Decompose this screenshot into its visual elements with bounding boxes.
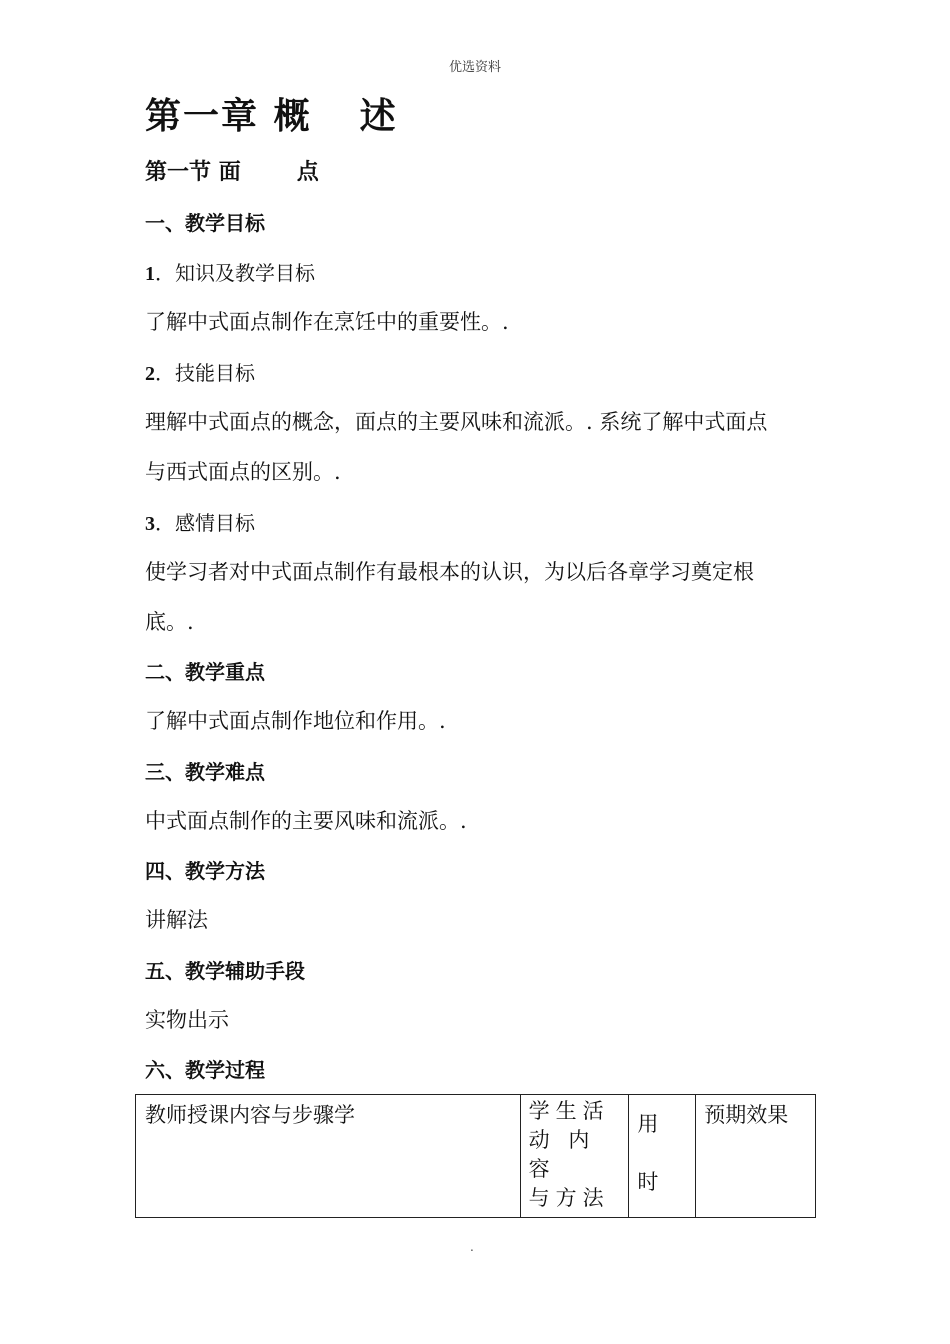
cell-line: 动 内容 [528,1128,596,1181]
cell-teacher-content: 教师授课内容与步骤学 [136,1095,521,1218]
cell-expected-effect: 预期效果 [696,1095,816,1218]
process-table [135,1094,816,1218]
subheading-emotion [145,507,255,536]
footer-dot: . [470,1240,474,1254]
cell-line: 用 [637,1112,659,1136]
subheading-text: ．技能目标 [155,361,255,385]
heading-process: 六、教学过程 [145,1058,265,1082]
paragraph-difficulties: 中式面点制作的主要风味和流派。. [145,809,467,833]
subheading-knowledge [145,257,315,286]
paragraph-emotion-line2: 底。. [145,610,194,634]
heading-objectives: 一、教学目标 [145,211,265,235]
chapter-word-1: 概 [273,95,312,137]
paragraph-aids: 实物出示 [145,1008,229,1032]
subheading-number: 2 [145,363,155,385]
table-row [136,1095,816,1218]
paragraph-skills-line2: 与西式面点的区别。. [145,460,341,484]
cell-time [629,1095,696,1218]
paragraph-skills-line1: 理解中式面点的概念，面点的主要风味和流派。. 系统了解中式面点 [145,410,768,434]
heading-aids: 五、教学辅助手段 [145,959,305,983]
heading-methods: 四、教学方法 [145,859,265,883]
chapter-title [145,88,398,139]
cell-line: 时 [637,1170,659,1194]
section-title [145,155,319,186]
subheading-text: ．知识及教学目标 [155,261,315,285]
subheading-number: 1 [145,263,155,285]
paragraph-key-points: 了解中式面点制作地位和作用。. [145,709,446,733]
subheading-text: ．感情目标 [155,511,255,535]
cell-student-activity [520,1095,629,1218]
heading-key-points: 二、教学重点 [145,660,265,684]
cell-line: 与方法 [528,1186,610,1210]
paragraph-emotion-line1: 使学习者对中式面点制作有最根本的认识，为以后各章学习奠定根 [145,560,754,584]
chapter-word-2: 述 [359,95,398,137]
section-label: 第一节 [145,159,212,185]
paragraph-methods: 讲解法 [145,908,208,932]
section-word-2: 点 [296,159,319,185]
heading-difficulties: 三、教学难点 [145,760,265,784]
chapter-label: 第一章 [145,95,260,137]
subheading-skills [145,357,255,386]
paragraph-knowledge: 了解中式面点制作在烹饪中的重要性。. [145,310,509,334]
section-word-1: 面 [218,159,241,185]
subheading-number: 3 [145,513,155,535]
cell-line: 学生活 [528,1099,610,1123]
page-header: 优选资料 [448,60,501,75]
